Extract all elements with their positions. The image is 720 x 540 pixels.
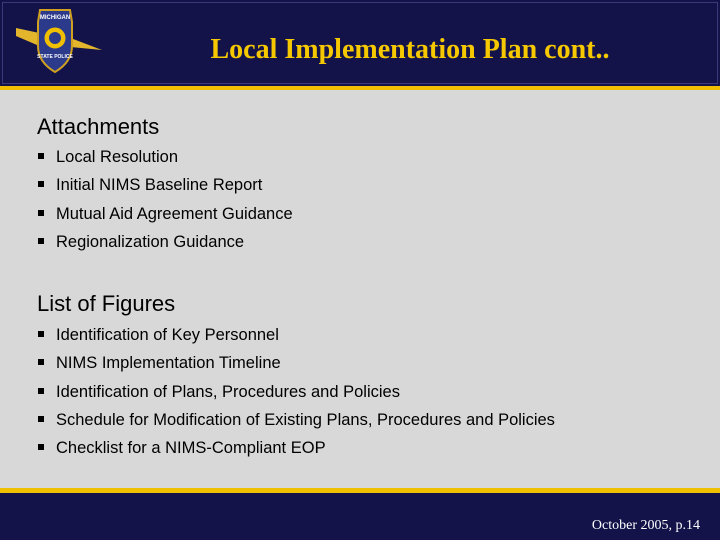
section-title-figures: List of Figures <box>37 291 176 316</box>
bullet-icon <box>38 388 44 394</box>
content-area <box>0 90 720 488</box>
list-item-label: Local Resolution <box>56 148 178 166</box>
list-item-label: Identification of Plans, Procedures and Policies <box>56 382 400 401</box>
list-item-label: Initial NIMS Baseline Report <box>56 176 263 195</box>
svg-text:MICHIGAN: MICHIGAN <box>39 15 71 21</box>
list-item <box>37 321 555 349</box>
slide-title: Local Implementation Plan cont.. <box>210 34 610 65</box>
list-item-label: Schedule for Modification of Existing Plans, Procedures and Policies <box>56 410 555 429</box>
list-item-label: Checklist for a NIMS-Compliant EOP <box>56 439 326 458</box>
svg-text:STATE POLICE: STATE POLICE <box>37 54 73 60</box>
list-item <box>37 228 293 256</box>
footer-bar <box>0 488 720 540</box>
bullet-icon <box>38 210 44 216</box>
list-item <box>37 143 293 171</box>
bullet-icon <box>38 331 44 337</box>
list-item <box>37 349 555 377</box>
bullet-icon <box>38 238 44 244</box>
figures-list <box>37 321 555 462</box>
list-item <box>37 200 293 228</box>
list-item-label: Identification of Key Personnel <box>56 326 279 344</box>
list-item-label: Mutual Aid Agreement Guidance <box>56 204 293 223</box>
footer-date-page: October 2005, p.14 <box>591 518 700 533</box>
list-item <box>37 378 555 406</box>
list-item <box>37 434 555 462</box>
bullet-icon <box>38 359 44 365</box>
bullet-icon <box>38 416 44 422</box>
header-bar <box>0 0 720 90</box>
list-item <box>37 406 555 434</box>
bullet-icon <box>38 444 44 450</box>
list-item-label: NIMS Implementation Timeline <box>56 354 281 373</box>
list-item <box>37 171 293 199</box>
attachments-list <box>37 143 293 256</box>
bullet-icon <box>38 181 44 187</box>
section-title-attachments: Attachments <box>37 114 160 139</box>
bullet-icon <box>38 153 44 159</box>
list-item-label: Regionalization Guidance <box>56 232 245 251</box>
